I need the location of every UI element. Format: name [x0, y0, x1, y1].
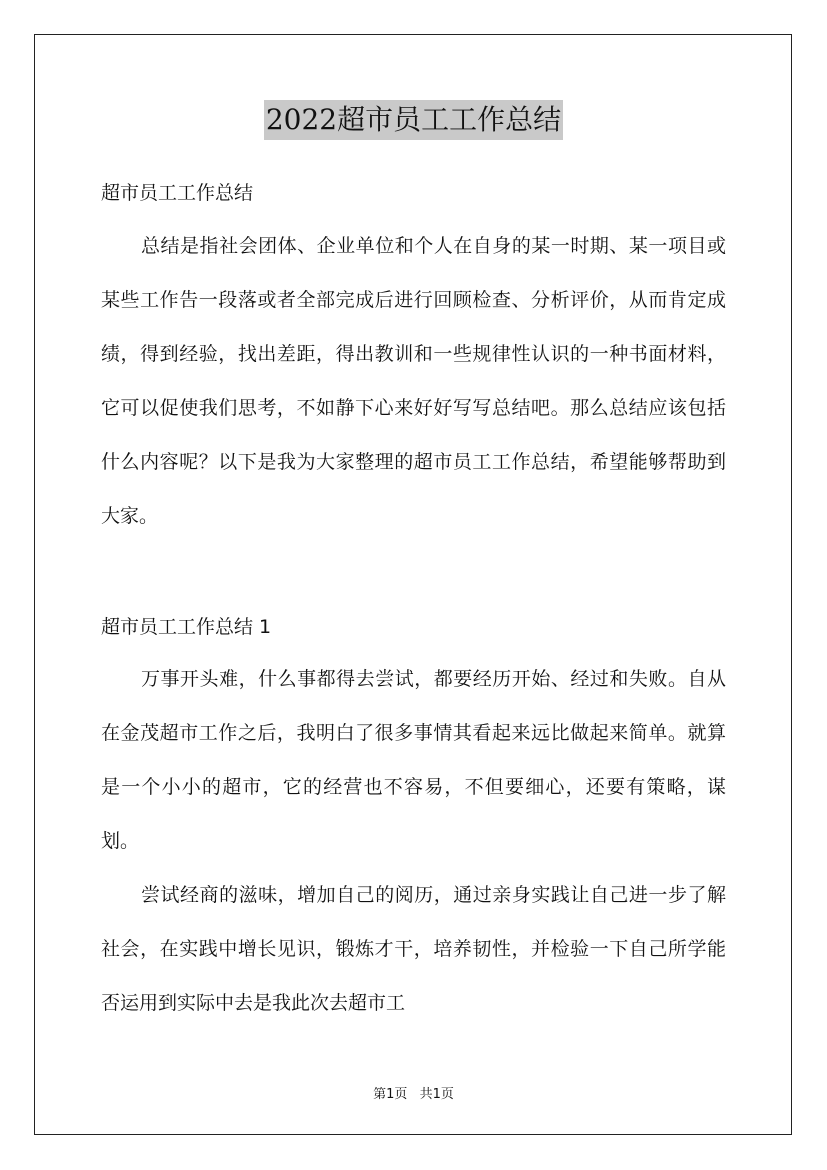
section1-paragraph-2: 尝试经商的滋味，增加自己的阅历，通过亲身实践让自己进一步了解社会，在实践中增长见识，锻炼才干，培养韧性，并检验一下自己所学能否运用到实际中去是我此次去超市工 [101, 884, 726, 1014]
page-footer [0, 1083, 827, 1102]
document-title: 2022超市员工工作总结 [264, 100, 563, 140]
page-number: 第1页 [373, 1087, 408, 1102]
intro-paragraph: 总结是指社会团体、企业单位和个人在自身的某一时期、某一项目或某些工作告一段落或者全部完成后进行回顾检查、分析评价，从而肯定成绩，得到经验，找出差距，得出教训和一些规律性认识的一种书面材料，它可以促使我们思考，不如静下心来好好写写总结吧。那么总结应该包括什么内容呢？以下是我为大家整理的超市员工工作总结，希望能够帮助到大家。 [101, 235, 726, 527]
section1-body [101, 652, 726, 1030]
intro-heading: 超市员工工作总结 [101, 182, 254, 204]
section1-heading: 超市员工工作总结 1 [101, 616, 272, 638]
section1-paragraph-1: 万事开头难，什么事都得去尝试，都要经历开始、经过和失败。自从在金茂超市工作之后，我明白了很多事情其看起来远比做起来简单。就算是一个小小的超市，它的经营也不容易，不但要细心，还要有策略，谋划。 [101, 668, 726, 852]
title-container [0, 100, 827, 140]
page-total: 共1页 [419, 1087, 454, 1102]
intro-section [101, 219, 726, 543]
